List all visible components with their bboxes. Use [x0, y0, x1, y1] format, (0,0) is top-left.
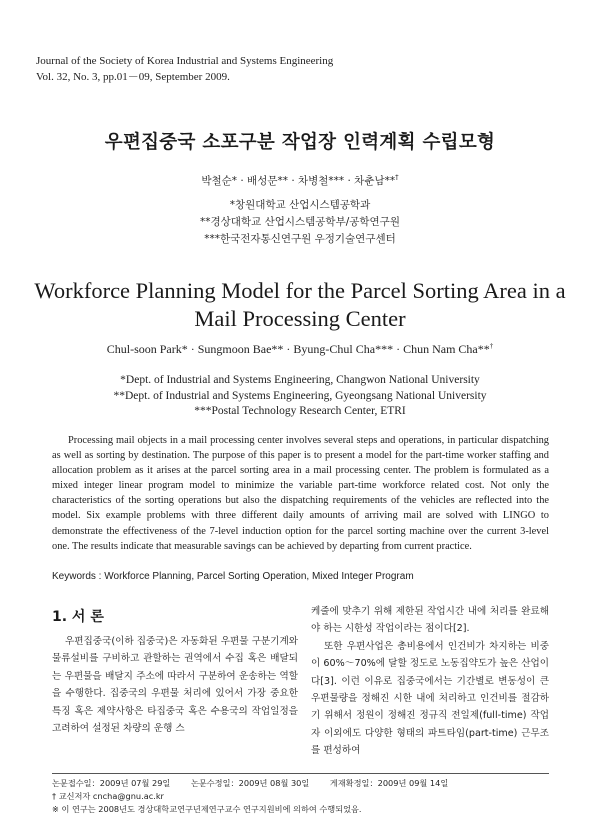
received-date: 논문접수일：2009년 07월 29일: [52, 778, 171, 788]
english-affiliation: **Dept. of Industrial and Systems Engineering, Gyeongsang National University: [113, 389, 487, 402]
accepted-date: 게재확정일：2009년 09월 14일: [329, 778, 449, 788]
english-affiliation: *Dept. of Industrial and Systems Engineering, Changwon National University: [120, 374, 480, 386]
korean-affiliation: **경상대학교 산업시스템공학부/공학연구원: [200, 216, 400, 228]
korean-author-list: 박철순* · 배성문** · 차병철*** · 차춘남**: [201, 175, 396, 187]
section-heading: 1. 서 론: [52, 609, 104, 625]
english-authors: [0, 342, 600, 357]
revised-date: 논문수정일：2009년 08월 30일: [190, 778, 310, 788]
journal-header: [36, 53, 333, 85]
korean-affiliations: [0, 197, 600, 248]
korean-authors: [0, 173, 600, 188]
body-column-right: [311, 603, 549, 760]
paragraph: 또한 우편사업은 총비용에서 인건비가 차지하는 비중이 60%～70%에 달할 정도로 노동집약도가 높은 산업이다[3]. 이런 이유로 집중국에서는 기간별로 변동성이 큰 우편물량을 정해진 시한 내에 처리하고 인건비를 절감하기 위해서 정원이 정해진 정규직 전일제(full-time) 작업자 이외에도 다양한 형태의 파트타임(part-time) 근무조를 편성하여: [311, 640, 549, 757]
english-affiliation: ***Postal Technology Research Center, ETRI: [194, 405, 406, 417]
paragraph: 케줄에 맞추기 위해 제한된 작업시간 내에 처리를 완료해야 하는 시한성 작업이라는 점이다[2].: [311, 606, 549, 635]
submission-dates: [52, 777, 552, 790]
journal-volume: Vol. 32, No. 3, pp.01－09, September 2009.: [36, 71, 230, 83]
korean-affiliation: ***한국전자통신연구원 우정기술연구센터: [204, 233, 396, 245]
english-author-list: Chul-soon Park* · Sungmoon Bae** · Byung-Chul Cha*** · Chun Nam Cha**: [106, 342, 490, 356]
journal-name: Journal of the Society of Korea Industrial and Systems Engineering: [36, 55, 334, 67]
english-title: [0, 277, 600, 333]
english-affiliations: [0, 373, 600, 420]
english-title-line: Workforce Planning Model for the Parcel Sorting Area in a: [34, 278, 566, 303]
english-title-line: Mail Processing Center: [194, 306, 406, 331]
body-column-left: [52, 633, 298, 737]
korean-affiliation: *창원대학교 산업시스템공학과: [229, 199, 371, 211]
abstract: Processing mail objects in a mail processing center involves several steps and operations, in particular dispatching as well as sorting by destination. The purpose of this paper is to present a model for the part-time worker staffing and allocation problem as it arises at the parcel sorting area in a mail processing center. The problem is formulated as a mixed integer linear program model to minimize the variable part-time workforce related cost. Not only the characteristics of the sorting operations but also the dispatching requirements of the vehicles are reflected into the model. Six example problems with three different daily amounts of arriving mail are solved with LINGO to demonstrate the effectiveness of the 7-level induction option for the parcel sorting machine over the current 3-level one. The results indicate that measurable savings can be achieved by departing from current practice.: [52, 435, 549, 552]
footnote-divider: [52, 773, 549, 774]
corresponding-mark: †: [395, 173, 399, 182]
corresponding-author: † 교신저자 cncha@gnu.ac.kr: [52, 791, 164, 801]
korean-title: 우편집중국 소포구분 작업장 인력계획 수립모형: [104, 132, 496, 153]
corresponding-mark: †: [489, 342, 494, 350]
keywords: [52, 571, 552, 582]
paragraph: 우편집중국(이하 집중국)은 자동화된 우편물 구분기계와 물류설비를 구비하고 관할하는 권역에서 수집 혹은 배달되는 우편물을 배달지 주소에 따라서 구분하여 운송하는 역할을 수행한다. 집중국의 우편물 처리에 있어서 가장 중요한 특징 혹은 제약사항은 타집중국 혹은 수용국의 작업일정을 고려하여 설정된 차량의 운행 스: [52, 636, 298, 735]
keywords-value: Workforce Planning, Parcel Sorting Operation, Mixed Integer Program: [104, 571, 414, 582]
keywords-label: Keywords :: [52, 571, 102, 582]
funding-note: ※ 이 연구는 2008년도 경상대학교연구년제연구교수 연구지원비에 의하여 수행되었음.: [52, 804, 362, 814]
